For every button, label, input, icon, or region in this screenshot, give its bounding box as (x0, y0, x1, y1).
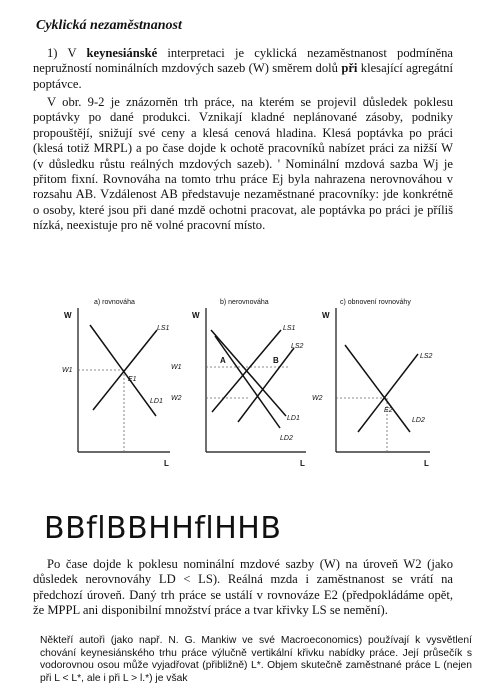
panel-c-e2-label: E2 (384, 407, 393, 414)
p1-bold-keynesian: keynesiánské (86, 46, 158, 60)
p1-mid: interpretaci je cyklická nezaměstnanost podmíněna nepružností nominálních mzdových sazeb (W) směrem dolů (33, 46, 453, 76)
p1-suffix: klesající agregátní poptávce. (33, 61, 453, 91)
panel-a-axis-l: L (164, 459, 169, 468)
panel-b-point-b: B (273, 356, 279, 365)
panel-b-w1-label: W1 (171, 364, 182, 371)
panel-b-ld2-label: LD2 (280, 435, 293, 442)
footnote: Někteří autoři (jako např. N. G. Mankiw ve své Macroeconomics) používají k vysvětlení chování keynesiánského trhu práce výlučně vertikální křivku nabídky práce. Její průsečík s vodorovnou osou může vyjadřovat (přibližně) L*. Objem skutečně zaměstnané práce L (nejen při L < L*, ale i při L > l.*) je však (40, 635, 472, 684)
panel-b-axis-l: L (300, 459, 305, 468)
panel-b-ls1-label: LS1 (283, 325, 296, 332)
paragraph-adjustment: Po čase dojde k poklesu nominální mzdové sazby (W) na úroveň W2 (jako důsledek nerovnováhy LD < LS). Reálná mzda i zaměstnanost se vrátí na předchozí úroveň. Daný trh práce se ustálí v rovnováze E2 (předpokládáme opět, že MPPL ani disponibilní množství práce a tvar křivky LS se nemění). (33, 557, 453, 618)
panel-a-ls1-label: LS1 (157, 325, 170, 332)
panel-c-ld2-curve (345, 345, 410, 432)
panel-b-w2-label: W2 (171, 395, 182, 402)
panel-b-ld2-curve (215, 336, 280, 428)
section-heading: Cyklická nezaměstnanost (36, 18, 182, 33)
panel-b-ls2-curve (238, 348, 294, 422)
panel-a-e1-label: E1 (128, 376, 137, 383)
p1-prefix: 1) V (47, 46, 87, 60)
panel-a (62, 299, 170, 468)
panel-b-axis-w: W (192, 311, 200, 320)
panel-b-point-a: A (220, 356, 226, 365)
panel-b (171, 299, 306, 468)
panel-c-title: c) obnovení rovnováhy (340, 299, 411, 306)
panel-c-ls2-label: LS2 (420, 353, 433, 360)
panel-a-ld1-label: LD1 (150, 398, 163, 405)
panel-a-title: a) rovnováha (94, 299, 135, 306)
panel-b-ls2-label: LS2 (291, 343, 304, 350)
panel-c-axis-w: W (322, 311, 330, 320)
panel-b-ld1-label: LD1 (287, 415, 300, 422)
panel-c (312, 299, 433, 468)
panel-a-axis-w: W (64, 311, 72, 320)
panel-c-ls2-curve (358, 354, 418, 432)
panel-c-axis-l: L (424, 459, 429, 468)
panel-a-w1-label: W1 (62, 367, 73, 374)
paragraph-labor-market: V obr. 9-2 je znázorněn trh práce, na kterém se projevil důsledek poklesu poptávky po dané produkci. Vznikají kladné neplánované zásoby, podniky propouštějí, snižují své ceny a klesá cenová hladina. Klesá poptávka po práci (klesá totiž MRPL) a po čase dojde k ochotě pracovníků nabízet práci za nižší W (v důsledku růstu reálných mzdových sazeb). ' Nominální mzdová sazba Wj je přitom fixní. Rovnováha na tomto trhu práce Ej byla nahrazena nerovnováhou v rozsahu AB. Vzdálenost AB představuje nezaměstnané pracovníky: jde konkrétně o osoby, které jsou při dané mzdě ochotni pracovat, ale poptávka po práci je příliš nízká, neexistuje pro ně volné pracovní místo. (33, 95, 453, 233)
glyph-row: BBflBBHHflHHB (44, 511, 282, 546)
p1-bold-pri: při (341, 61, 358, 76)
panel-c-ld2-label: LD2 (412, 417, 425, 424)
panel-b-title: b) nerovnováha (220, 299, 269, 306)
panel-c-w2-label: W2 (312, 395, 323, 402)
